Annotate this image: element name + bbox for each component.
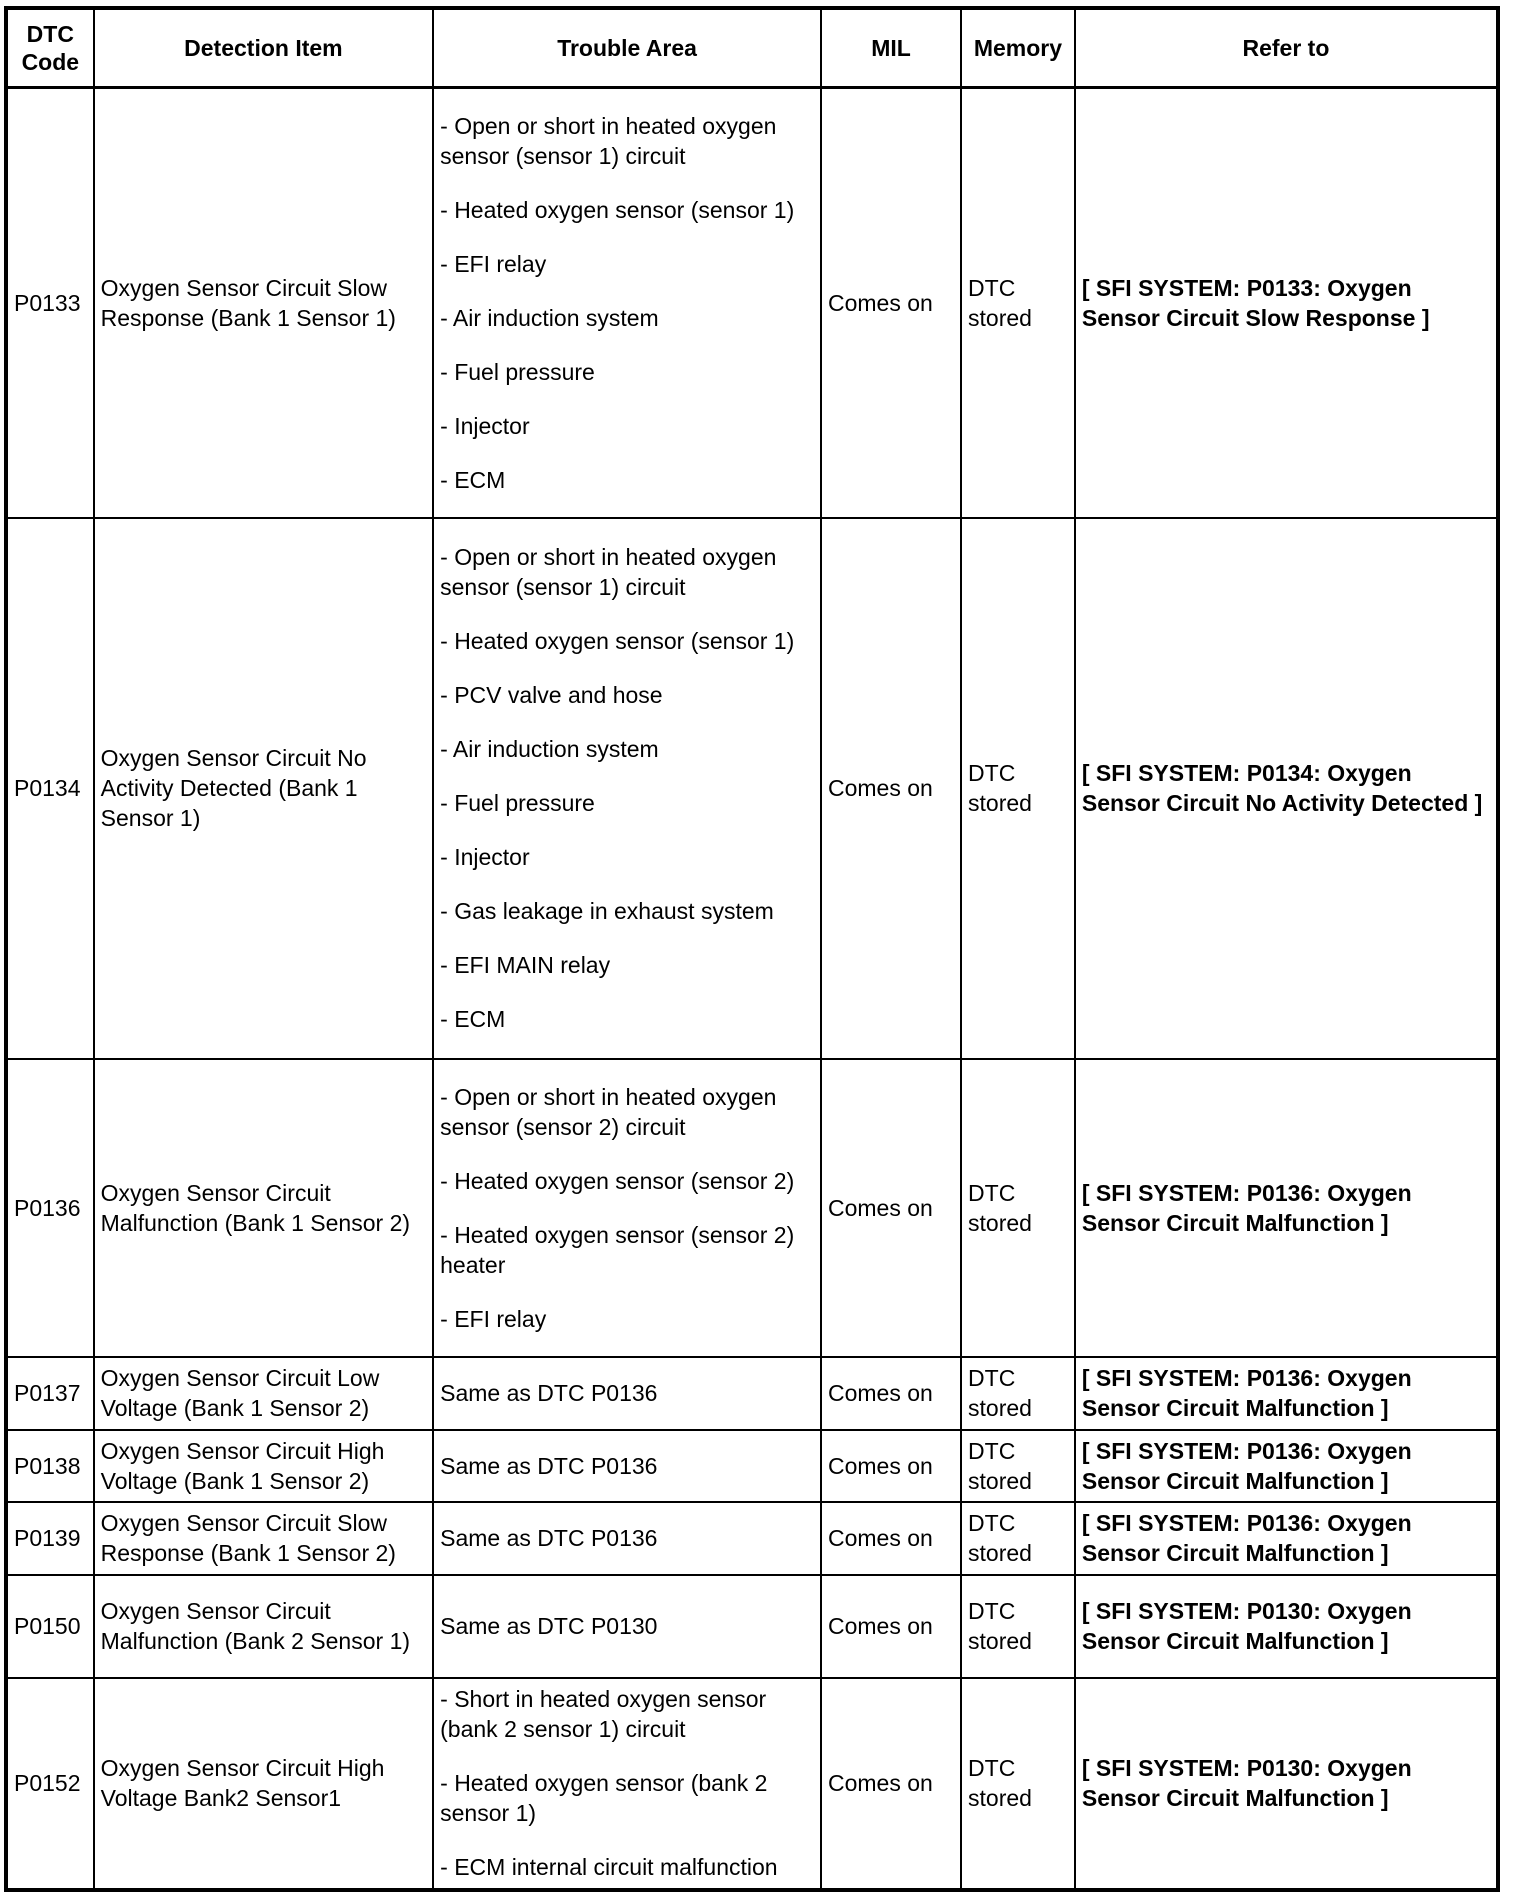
header-refer-to: Refer to xyxy=(1075,8,1498,88)
dtc-code-cell: P0136 xyxy=(6,1059,94,1357)
header-detection-item: Detection Item xyxy=(94,8,434,88)
header-dtc-code: DTC Code xyxy=(6,8,94,88)
trouble-area-cell xyxy=(433,1357,821,1430)
dtc-code-cell: P0137 xyxy=(6,1357,94,1430)
memory-cell: DTC stored xyxy=(961,518,1075,1059)
detection-item-cell: Oxygen Sensor Circuit Malfunction (Bank 1 Sensor 2) xyxy=(94,1059,434,1357)
trouble-area-item: - ECM xyxy=(440,1006,506,1032)
trouble-area-item: Same as DTC P0130 xyxy=(440,1613,658,1639)
trouble-area-item: - Fuel pressure xyxy=(440,790,595,816)
refer-to-cell: [ SFI SYSTEM: P0133: Oxygen Sensor Circuit Slow Response ] xyxy=(1075,88,1498,518)
dtc-code-cell: P0139 xyxy=(6,1502,94,1575)
trouble-area-item: Same as DTC P0136 xyxy=(440,1452,658,1479)
table-row xyxy=(6,1502,1498,1575)
dtc-code-cell: P0150 xyxy=(6,1575,94,1678)
refer-to-cell: [ SFI SYSTEM: P0130: Oxygen Sensor Circuit Malfunction ] xyxy=(1075,1678,1498,1890)
mil-cell: Comes on xyxy=(821,1678,961,1890)
table-row xyxy=(6,88,1498,518)
detection-item-cell: Oxygen Sensor Circuit Slow Response (Bank 1 Sensor 1) xyxy=(94,88,434,518)
trouble-area-cell xyxy=(433,1059,821,1357)
memory-cell: DTC stored xyxy=(961,1502,1075,1575)
dtc-code-cell: P0134 xyxy=(6,518,94,1059)
dtc-code-cell: P0138 xyxy=(6,1430,94,1502)
mil-cell: Comes on xyxy=(821,518,961,1059)
trouble-area-item: - Open or short in heated oxygen sensor (sensor 2) circuit xyxy=(440,1083,777,1140)
memory-cell: DTC stored xyxy=(961,1575,1075,1678)
trouble-area-item: - EFI MAIN relay xyxy=(440,952,611,978)
trouble-area-cell xyxy=(433,1502,821,1575)
trouble-area-item: - EFI relay xyxy=(440,1305,547,1332)
trouble-area-item: - ECM xyxy=(440,466,506,493)
refer-to-cell: [ SFI SYSTEM: P0134: Oxygen Sensor Circuit No Activity Detected ] xyxy=(1075,518,1498,1059)
trouble-area-item: - Gas leakage in exhaust system xyxy=(440,898,774,924)
header-memory: Memory xyxy=(961,8,1075,88)
trouble-area-item: - Open or short in heated oxygen sensor (sensor 1) circuit xyxy=(440,544,777,600)
memory-cell: DTC stored xyxy=(961,1357,1075,1430)
trouble-area-cell xyxy=(433,518,821,1059)
table-row xyxy=(6,1430,1498,1502)
dtc-code-cell: P0152 xyxy=(6,1678,94,1890)
table-header-row xyxy=(6,8,1498,88)
mil-cell: Comes on xyxy=(821,1502,961,1575)
trouble-area-cell xyxy=(433,1430,821,1502)
refer-to-cell: [ SFI SYSTEM: P0130: Oxygen Sensor Circuit Malfunction ] xyxy=(1075,1575,1498,1678)
table-row xyxy=(6,1357,1498,1430)
table-row xyxy=(6,1059,1498,1357)
table-row xyxy=(6,518,1498,1059)
trouble-area-item: - Fuel pressure xyxy=(440,358,595,385)
trouble-area-item: - Injector xyxy=(440,412,530,439)
trouble-area-item: - Heated oxygen sensor (sensor 1) xyxy=(440,628,795,654)
mil-cell: Comes on xyxy=(821,88,961,518)
header-mil: MIL xyxy=(821,8,961,88)
detection-item-cell: Oxygen Sensor Circuit No Activity Detected (Bank 1 Sensor 1) xyxy=(94,518,434,1059)
mil-cell: Comes on xyxy=(821,1059,961,1357)
table-row xyxy=(6,1575,1498,1678)
trouble-area-item: Same as DTC P0136 xyxy=(440,1380,658,1406)
header-trouble-area: Trouble Area xyxy=(433,8,821,88)
trouble-area-item: - Short in heated oxygen sensor (bank 2 sensor 1) circuit xyxy=(440,1686,767,1742)
trouble-area-item: - Injector xyxy=(440,844,530,870)
refer-to-cell: [ SFI SYSTEM: P0136: Oxygen Sensor Circuit Malfunction ] xyxy=(1075,1502,1498,1575)
memory-cell: DTC stored xyxy=(961,1430,1075,1502)
detection-item-cell: Oxygen Sensor Circuit Malfunction (Bank 2 Sensor 1) xyxy=(94,1575,434,1678)
trouble-area-item: - Air induction system xyxy=(440,736,659,762)
trouble-area-item: - Open or short in heated oxygen sensor (sensor 1) circuit xyxy=(440,112,777,169)
refer-to-cell: [ SFI SYSTEM: P0136: Oxygen Sensor Circuit Malfunction ] xyxy=(1075,1357,1498,1430)
trouble-area-item: - ECM internal circuit malfunction xyxy=(440,1854,778,1880)
memory-cell: DTC stored xyxy=(961,1059,1075,1357)
mil-cell: Comes on xyxy=(821,1357,961,1430)
memory-cell: DTC stored xyxy=(961,88,1075,518)
table-row xyxy=(6,1678,1498,1890)
trouble-area-cell xyxy=(433,1575,821,1678)
trouble-area-item: - Heated oxygen sensor (bank 2 sensor 1) xyxy=(440,1770,768,1826)
dtc-code-cell: P0133 xyxy=(6,88,94,518)
detection-item-cell: Oxygen Sensor Circuit High Voltage Bank2 Sensor1 xyxy=(94,1678,434,1890)
refer-to-cell: [ SFI SYSTEM: P0136: Oxygen Sensor Circuit Malfunction ] xyxy=(1075,1059,1498,1357)
trouble-area-item: - Heated oxygen sensor (sensor 2) heater xyxy=(440,1221,795,1278)
detection-item-cell: Oxygen Sensor Circuit Low Voltage (Bank 1 Sensor 2) xyxy=(94,1357,434,1430)
trouble-area-item: - Heated oxygen sensor (sensor 2) xyxy=(440,1167,795,1194)
table-body xyxy=(6,88,1498,1890)
trouble-area-item: - Air induction system xyxy=(440,304,659,331)
detection-item-cell: Oxygen Sensor Circuit High Voltage (Bank 1 Sensor 2) xyxy=(94,1430,434,1502)
trouble-area-cell xyxy=(433,1678,821,1890)
mil-cell: Comes on xyxy=(821,1430,961,1502)
trouble-area-item: - PCV valve and hose xyxy=(440,682,663,708)
mil-cell: Comes on xyxy=(821,1575,961,1678)
detection-item-cell: Oxygen Sensor Circuit Slow Response (Bank 1 Sensor 2) xyxy=(94,1502,434,1575)
trouble-area-cell xyxy=(433,88,821,518)
trouble-area-item: - EFI relay xyxy=(440,250,547,277)
trouble-area-item: - Heated oxygen sensor (sensor 1) xyxy=(440,196,795,223)
dtc-table xyxy=(4,6,1500,1892)
trouble-area-item: Same as DTC P0136 xyxy=(440,1525,658,1551)
refer-to-cell: [ SFI SYSTEM: P0136: Oxygen Sensor Circuit Malfunction ] xyxy=(1075,1430,1498,1502)
memory-cell: DTC stored xyxy=(961,1678,1075,1890)
